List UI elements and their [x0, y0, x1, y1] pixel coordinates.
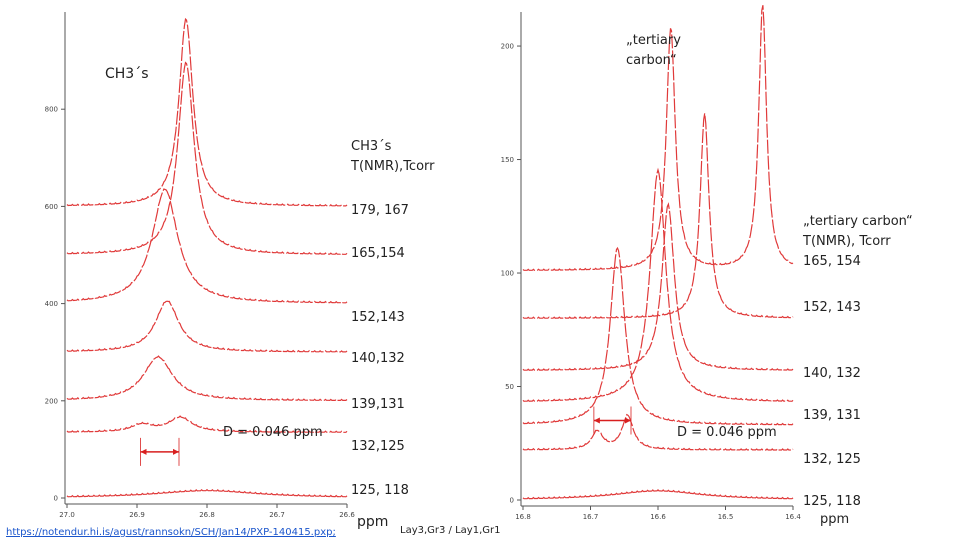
right-y-tick-label-4: 200 — [500, 42, 514, 51]
right-delta-arrowhead-left — [594, 418, 600, 424]
left-series-6 — [67, 490, 347, 497]
left-x-tick-label-0: 27.0 — [59, 511, 75, 519]
left-y-tick-label-3: 600 — [44, 202, 58, 211]
left-row-label: 132,125 — [351, 439, 405, 454]
right-row-label: 140, 132 — [803, 366, 861, 381]
left-y-tick-label-0: 0 — [53, 494, 58, 503]
right-y-tick-label-2: 100 — [500, 269, 514, 278]
left-x-tick-label-1: 26.9 — [129, 511, 145, 519]
left-row-label: 140,132 — [351, 351, 405, 366]
left-ppm-label: ppm — [357, 514, 389, 530]
right-series-1 — [523, 113, 793, 318]
left-series-0 — [67, 19, 347, 206]
right-y-tick-label-1: 50 — [505, 383, 514, 392]
tertiary-carbon-spectra-plot — [501, 5, 802, 521]
right-delta-label: D = 0.046 ppm — [677, 425, 777, 440]
ch3-spectra-plot — [45, 12, 356, 519]
layer-label: Lay3,Gr3 / Lay1,Gr1 — [400, 525, 501, 536]
left-y-tick-label-4: 800 — [44, 105, 58, 114]
right-series-4 — [523, 248, 793, 425]
right-x-tick-label-0: 16.8 — [515, 513, 531, 521]
right-x-tick-label-4: 16.4 — [785, 513, 801, 521]
left-row-label: 125, 118 — [351, 483, 409, 498]
right-row-label: 125, 118 — [803, 494, 861, 509]
right-series-2 — [523, 204, 793, 370]
left-y-tick-label-2: 400 — [44, 300, 58, 309]
right-y-tick-label-0: 0 — [509, 496, 514, 505]
right-series-3 — [523, 170, 793, 401]
left-series-4 — [67, 356, 347, 400]
source-link[interactable]: https://notendur.hi.is/agust/rannsokn/SCH/Jan14/PXP-140415.pxp; — [6, 527, 336, 538]
left-y-tick-label-1: 200 — [44, 397, 58, 406]
left-row-label: 179, 167 — [351, 203, 409, 218]
right-ppm-label: ppm — [820, 512, 850, 527]
right-series-6 — [523, 490, 793, 499]
left-delta-label: D = 0.046 ppm — [223, 425, 323, 440]
left-x-tick-label-3: 26.7 — [269, 511, 285, 519]
right-x-tick-label-3: 16.5 — [717, 513, 734, 521]
left-delta-arrowhead-right — [173, 449, 179, 455]
left-row-label: 165,154 — [351, 246, 405, 261]
right-x-tick-label-1: 16.7 — [582, 513, 599, 521]
right-row-label: 152, 143 — [803, 300, 861, 315]
left-series-1 — [67, 63, 347, 255]
right-row-label: 132, 125 — [803, 452, 861, 467]
left-x-tick-label-2: 26.8 — [199, 511, 215, 519]
left-series-3 — [67, 301, 347, 352]
right-caption: „tertiary carbon“ T(NMR), Tcorr 165, 154 — [803, 214, 913, 269]
right-y-tick-label-3: 150 — [500, 156, 514, 165]
left-x-tick-label-4: 26.6 — [339, 511, 355, 519]
left-delta-arrowhead-left — [141, 449, 147, 455]
left-chart-title: CH3´s — [105, 66, 149, 82]
right-x-tick-label-2: 16.6 — [650, 513, 666, 521]
left-row-label: 139,131 — [351, 397, 405, 412]
right-chart-title: „tertiary carbon“ — [626, 33, 681, 68]
right-row-label: 139, 131 — [803, 408, 861, 423]
left-row-label: 152,143 — [351, 310, 405, 325]
left-caption: CH3´s T(NMR),Tcorr — [351, 139, 435, 174]
